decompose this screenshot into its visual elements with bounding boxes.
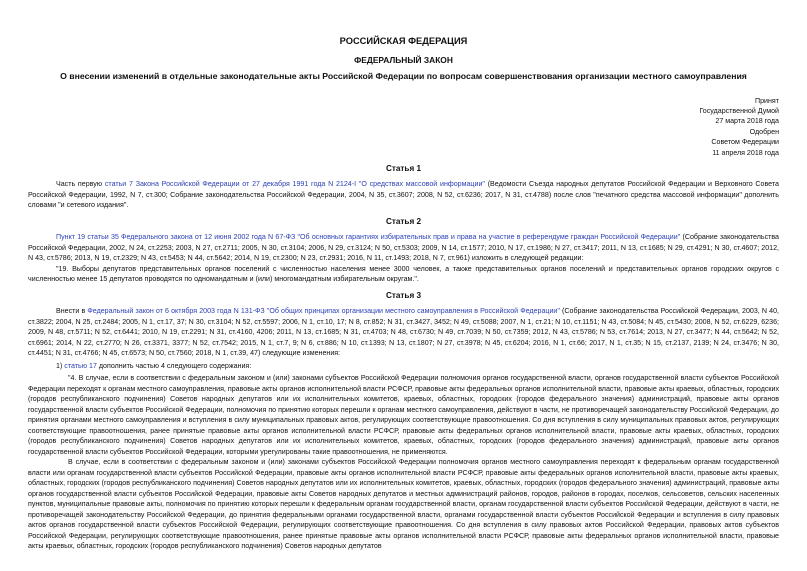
law-reference-link[interactable]: Федеральный закон от 6 октября 2003 года N 131-ФЗ "Об общих принципах организации местного самоуправления в Российской Федерации" [87, 307, 560, 316]
adoption-line: Одобрен [749, 127, 779, 136]
article-3-text [28, 306, 779, 359]
article-reference-link[interactable]: статью 17 [64, 361, 97, 370]
article-3-pre: Внести в [56, 307, 88, 316]
article-2-heading: Статья 2 [385, 216, 422, 226]
article-3-part-4-second: В случае, если в соответствии с федеральным законом и (или) законами субъектов Российской Федерации полномочия органов местного самоуправления переходят к федеральным органам государственной власти или органам государственной власти субъектов Российской Федерации, правовые акты органов исполнительной власти РСФСР, правовые акты федеральных органов исполнительной власти, правовые акты краевых, областных, городских (городов республиканского подчинения) Советов народных депутатов или их исполнительных комитетов, краевых, областных, городских (городов федерального значения) администраций, правовые акты органов государственной власти субъектов Российской Федерации, правовые акты Советов народных депутатов и местных администраций районов, городов, районов в городах, поселков, сельсоветов, сельских населенных пунктов, муниципальные правовые акты, полномочия по принятию которых перешли к федеральным органам государственной власти, органам государственной власти субъектов Российской Федерации, действуют в части, не противоречащей законодательству Российской Федерации, до принятия федеральными органами государственной власти, органами государственной власти субъектов Российской Федерации и вступления в силу правовых актов органов государственной власти субъектов Российской Федерации, регулирующих соответствующие правоотношения. Со дня вступления в силу правовых актов Российской Федерации, правовых актов субъектов Российской Федерации, регулирующих соответствующие правоотношения, ранее принятые правовые акты органов исполнительной власти РСФСР, правовые акты федеральных органов исполнительной власти, правовые акты краевых, областных, городских (городов республиканского подчинения) Советов народных депутатов [28, 458, 779, 551]
article-2-quote: "19. Выборы депутатов представительных органов поселений с численностью населения менее 3000 человек, а также представительных органов поселений и представительных органов городских округов с численностью менее 15 депутатов проводятся по одномандатным и (или) многомандатным избирательным округам.". [28, 264, 779, 284]
article-3-part-4: "4. В случае, если в соответствии с федеральным законом и (или) законами субъектов Российской Федерации полномочия органов государственной власти, органов государственной власти субъектов Российской Федерации переходят к органам местного самоуправления, правовые акты органов исполнительной власти РСФСР, правовые акты федеральных органов исполнительной власти, правовые акты краевых, областных, городских (городов республиканского подчинения) Советов народных депутатов или их исполнительных комитетов, краевых, областных, городских (городов федерального значения) администраций, правовые акты органов государственной власти субъектов Российской Федерации, полномочия по принятию которых перешли к органам местного самоуправления, действуют в части, не противоречащей законодательству Российской Федерации, до принятия органами местного самоуправления и вступления в силу муниципальных правовых актов, регулирующих соответствующие правоотношения. Со дня вступления в силу муниципальных правовых актов, регулирующих соответствующие правоотношения, ранее принятые правовые акты органов исполнительной власти РСФСР, правовые акты федеральных органов исполнительной власти, правовые акты краевых, областных, городских (городов республиканского подчинения) Советов народных депутатов или их исполнительных комитетов, краевых, областных, городских (городов федерального значения) администраций, правовые акты органов государственной власти субъектов Российской Федерации, которыми урегулированы такие правоотношения, не применяются. [28, 374, 779, 456]
adoption-line: Принят [754, 96, 779, 105]
item-number: 1) [56, 361, 65, 370]
article-1-pre: Часть первую [56, 180, 105, 189]
article-1-post: (Ведомости Съезда народных депутатов Российской Федерации и Верховного Совета Российской Федерации, 1992, N 7, ст.300; Собрание законодательства Российской Федерации, 2004, N 35, ст.3607; 2008, N 52, ст.6236; 2017, N 31, ст.4788) после слов "печатного средства массовой информации" дополнить словами "и сетевого издания". [28, 180, 779, 210]
adoption-line: Советом Федерации [711, 138, 779, 147]
adoption-block [28, 96, 779, 158]
article-2-text [28, 232, 779, 264]
article-2-post: (Собрание законодательства Российской Федерации, 2002, N 24, ст.2253; 2003, N 27, ст.2711; 2005, N 30, ст.3104; 2006, N 29, ст.3124; N 50, ст.5303; 2009, N 14, ст.1577; 2010, N 17, ст.1986; N 27, ст.3417; 2011, N 13, ст.1685; N 29, ст.4291; N 30, ст.4607; 2012, N 43, ст.5786; 2013, N 19, ст.2329; N 43, ст.5453; N 44, ст.5642; 2014, N 19, ст.2300; N 23, ст.2931; 2016, N 11, ст.1493; 2018, N 7, ст.961) изложить в следующей редакции: [28, 233, 779, 263]
country-heading: РОССИЙСКАЯ ФЕДЕРАЦИЯ [339, 36, 468, 46]
article-1-text [28, 179, 779, 211]
article-3-post: (Собрание законодательства Российской Федерации, 2003, N 40, ст.3822; 2004, N 25, ст.2484; 2005, N 1, ст.17, 37; N 30, ст.3104; N 52, ст.5597; 2006, N 1, ст.10, 17; N 8, ст.852; N 31, ст.3427, 3452; N 49, ст.5088; 2007, N 1, ст.21; N 10, ст.1151; N 43, ст.5084; N 45, ст.5430; 2008, N 52, ст.6229, 6236; 2009, N 48, ст.5711; N 52, ст.6441; 2010, N 19, ст.2291; N 31, ст.4160, 4206; 2011, N 13, ст.1685; N 31, ст.4703; N 48, ст.6730; N 49, ст.7039; N 50, ст.7359; 2012, N 43, ст.5786; N 53, ст.7614; 2013, N 27, ст.3477; N 44, ст.5642; N 52, ст.6961; 2014, N 22, ст.2770; N 26, ст.3371, 3377; N 52, ст.7542; 2015, N 1, ст.7, 9; N 6, ст.886; N 10, ст.1393; N 13, ст.1807; N 27, ст.3978; N 45, ст.6204; 2016, N 1, ст.66; 2017, N 1, ст.35; N 15, ст.2137, 2139; N 24, ст.3476; N 30, ст.4451; N 31, ст.4766; N 45, ст.6573; N 50, ст.7560; 2018, N 1, ст.39, 47) следующие изменения: [28, 307, 779, 358]
item-1-post: дополнить частью 4 следующего содержания: [96, 361, 252, 370]
article-1-heading: Статья 1 [385, 163, 422, 173]
article-3-heading: Статья 3 [385, 290, 422, 300]
law-reference-link[interactable]: Пункт 19 статьи 35 Федерального закона от 12 июня 2002 года N 67-ФЗ "Об основных гарантиях избирательных прав и права на участие в референдуме граждан Российской Федерации" [56, 233, 681, 242]
article-3-item-1 [28, 361, 779, 372]
law-title: О внесении изменений в отдельные законодательные акты Российской Федерации по вопросам совершенствования организации местного самоуправления [60, 71, 747, 81]
adoption-line: 27 марта 2018 года [715, 117, 779, 126]
adoption-line: 11 апреля 2018 года [712, 148, 779, 157]
law-reference-link[interactable]: статьи 7 Закона Российской Федерации от 27 декабря 1991 года N 2124-I "О средствах массовой информации" [104, 180, 485, 189]
law-type-heading: ФЕДЕРАЛЬНЫЙ ЗАКОН [354, 54, 453, 65]
adoption-line: Государственной Думой [699, 106, 779, 115]
